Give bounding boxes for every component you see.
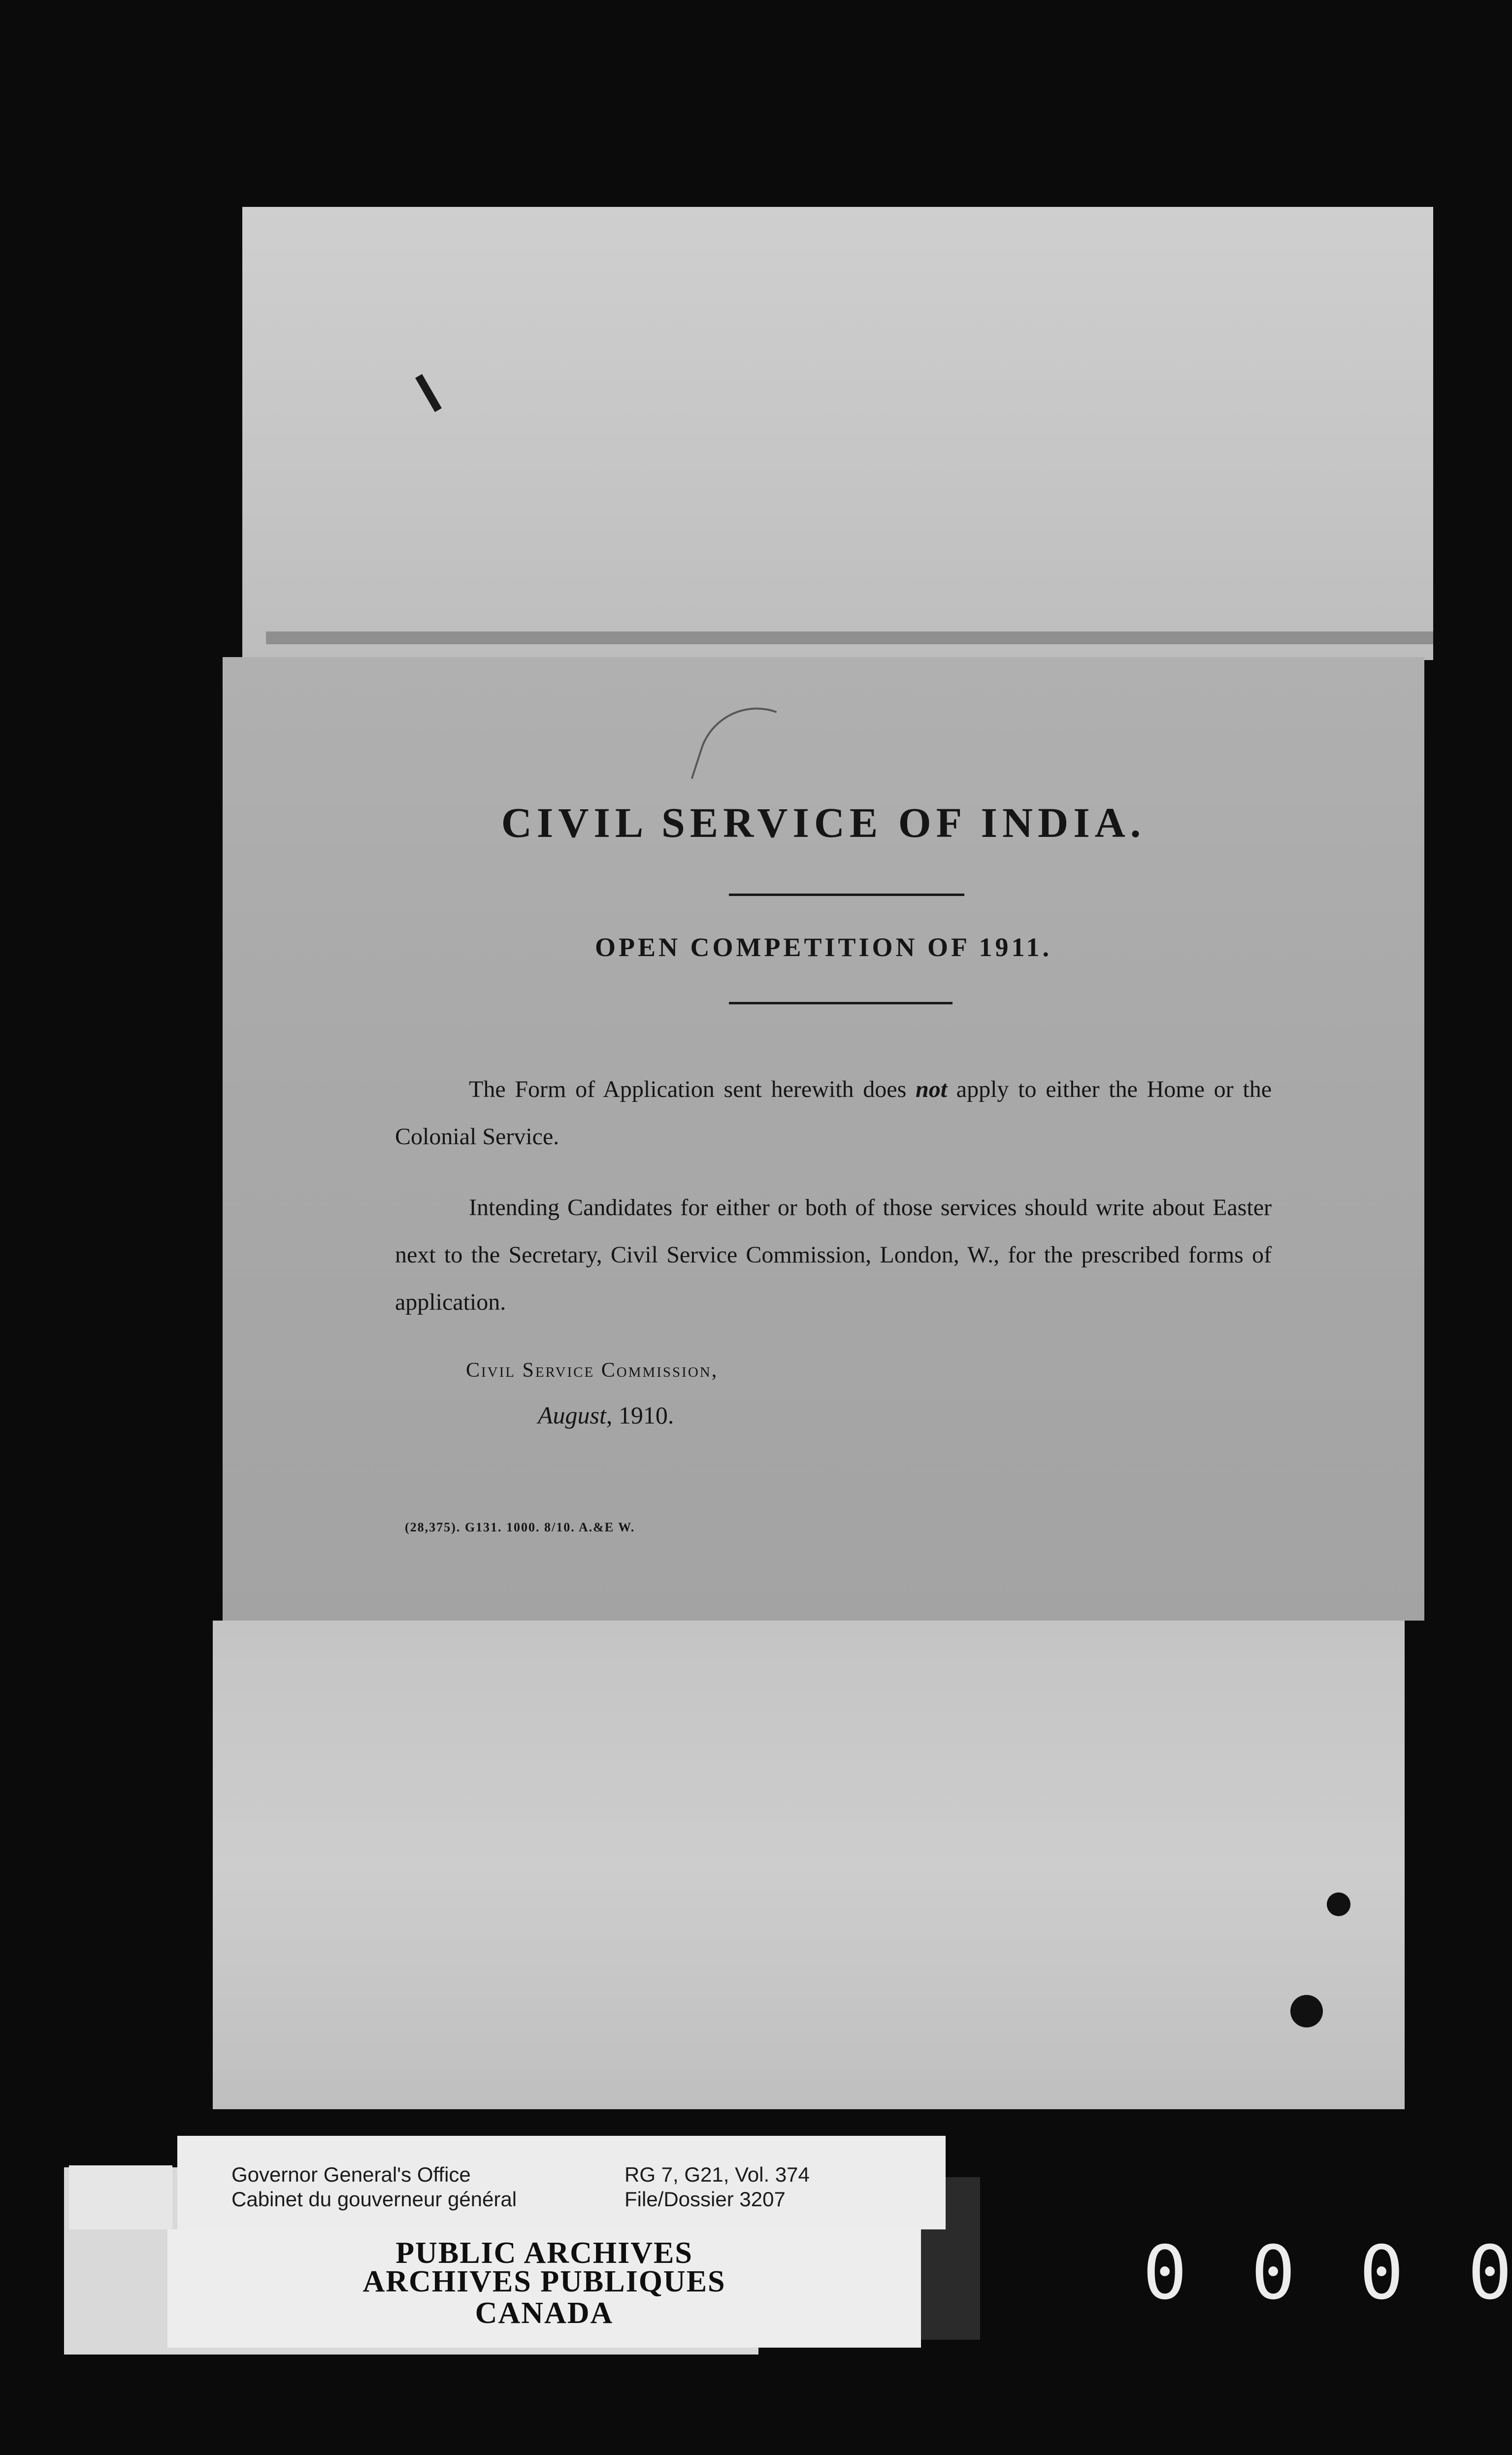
- file-number: File/Dossier 3207: [625, 2188, 786, 2211]
- archive-label-header: [177, 2136, 946, 2229]
- notice-card: [223, 657, 1424, 1621]
- background-sheet-top: [242, 207, 1433, 660]
- frame-counter-digit: 0: [1251, 2230, 1296, 2316]
- paragraph-form-of-application: [395, 1066, 1272, 1161]
- office-french: Cabinet du gouverneur général: [231, 2188, 517, 2211]
- paragraph-text: apply to either the Home or the Colonial Service.: [395, 1076, 1272, 1150]
- archive-label-stamp: [167, 2229, 921, 2348]
- fold-shadow: [266, 631, 1433, 644]
- archive-line-french: ARCHIVES PUBLIQUES: [362, 2265, 726, 2298]
- date-month: August: [538, 1401, 606, 1429]
- background-sheet-bottom: [213, 1621, 1405, 2109]
- date-rest: , 1910.: [606, 1401, 674, 1429]
- record-group: RG 7, G21, Vol. 374: [625, 2163, 810, 2186]
- notice-subtitle: OPEN COMPETITION OF 1911.: [594, 932, 1052, 962]
- frame-counter-digit: 0: [1143, 2230, 1187, 2316]
- paragraph-intending-candidates: Intending Candidates for either or both of those services should write about Easter next to the Secretary, Civil Service Commission, London, W., for the prescribed forms of application.: [395, 1194, 1272, 1315]
- archive-label-tab: [69, 2165, 172, 2229]
- archive-line-english: PUBLIC ARCHIVES: [395, 2236, 693, 2270]
- frame-counter-digit: 0: [1359, 2230, 1404, 2316]
- notice-title: CIVIL SERVICE OF INDIA.: [501, 799, 1146, 846]
- archive-line-country: CANADA: [475, 2296, 614, 2330]
- frame-counter-digit: 0: [1468, 2230, 1512, 2316]
- signatory: Civil Service Commission,: [466, 1359, 719, 1382]
- punch-hole: [1327, 1892, 1350, 1916]
- title-rule: [729, 894, 964, 896]
- pencil-mark: [691, 692, 777, 797]
- subtitle-rule: [729, 1002, 953, 1004]
- office-english: Governor General's Office: [231, 2163, 471, 2186]
- date-line: [538, 1401, 674, 1429]
- punch-hole: [1290, 1995, 1323, 2027]
- emphasis-not: not: [916, 1076, 948, 1102]
- paragraph-text: The Form of Application sent herewith does: [469, 1076, 916, 1102]
- print-reference: (28,375). G131. 1000. 8/10. A.&E W.: [405, 1520, 635, 1534]
